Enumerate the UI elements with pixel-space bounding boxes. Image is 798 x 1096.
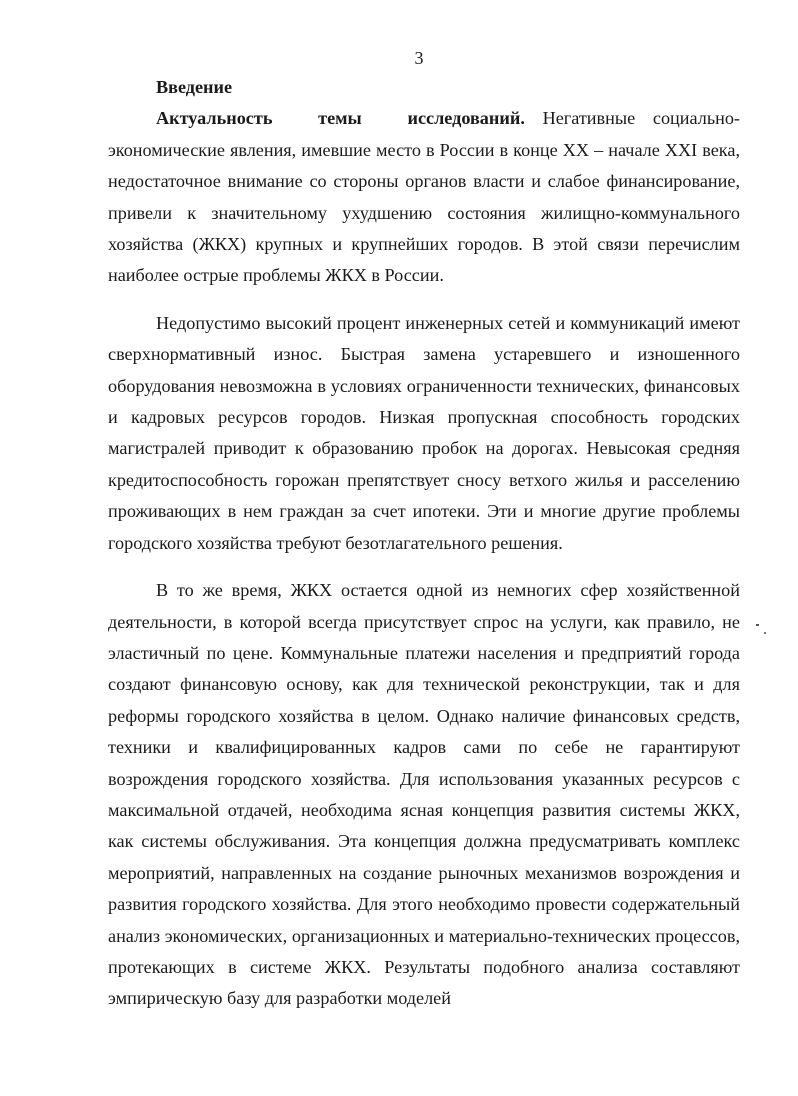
paragraph-text: Негативные социально-экономические явления, имевшие место в России в конце XX – начале XXI века, недостаточное внимание со стороны органов власти и слабое финансирование, привели к значительному ухудшению состояния жилищно-коммунального хозяйства (ЖКХ) крупных и крупнейших городов. В этой связи перечислим наиболее острые проблемы ЖКХ в России. [108, 108, 740, 286]
section-heading: Введение [156, 77, 233, 97]
scan-speck [764, 632, 766, 634]
page-number: 3 [414, 48, 424, 68]
scan-speck [756, 624, 759, 626]
paragraph-problems: Недопустимо высокий процент инженерных сетей и коммуникаций имеют сверхнормативный износ. Быстрая замена устаревшего и изношенного оборудования невозможна в условиях ограниченности технических, финансовых и кадровых ресурсов городов. Низкая пропускная способность городских магистралей приводит к образованию пробок на дорогах. Невысокая средняя кредитоспособность горожан препятствует сносу ветхого жилья и расселению проживающих в нем граждан за счет ипотеки. Эти и многие другие проблемы городского хозяйства требуют безотлагательного решения. [108, 312, 740, 553]
paragraph-demand: В то же время, ЖКХ остается одной из немногих сфер хозяйственной деятельности, в которой всегда присутствует спрос на услуги, как правило, не эластичный по цене. Коммунальные платежи населения и предприятий города создают финансовую основу, как для технической реконструкции, так и для реформы городского хозяйства в целом. Однако наличие финансовых средств, техники и квалифицированных кадров сами по себе не гарантируют возрождения городского хозяйства. Для использования указанных ресурсов с максимальной отдачей, необходима ясная концепция развития системы ЖКХ, как системы обслуживания. Эта концепция должна предусматривать комплекс мероприятий, направленных на создание рыночных механизмов возрождения и развития городского хозяйства. Для этого необходимо провести содержательный анализ экономических, организационных и материально-технических процессов, протекающих в системе ЖКХ. Результаты подобного анализа составляют эмпирическую базу для разработки моделей [108, 580, 740, 1009]
paragraph-relevance [108, 103, 740, 291]
body-text [108, 72, 740, 1015]
paragraph-lead: Актуальность темы исследований. [156, 108, 525, 129]
